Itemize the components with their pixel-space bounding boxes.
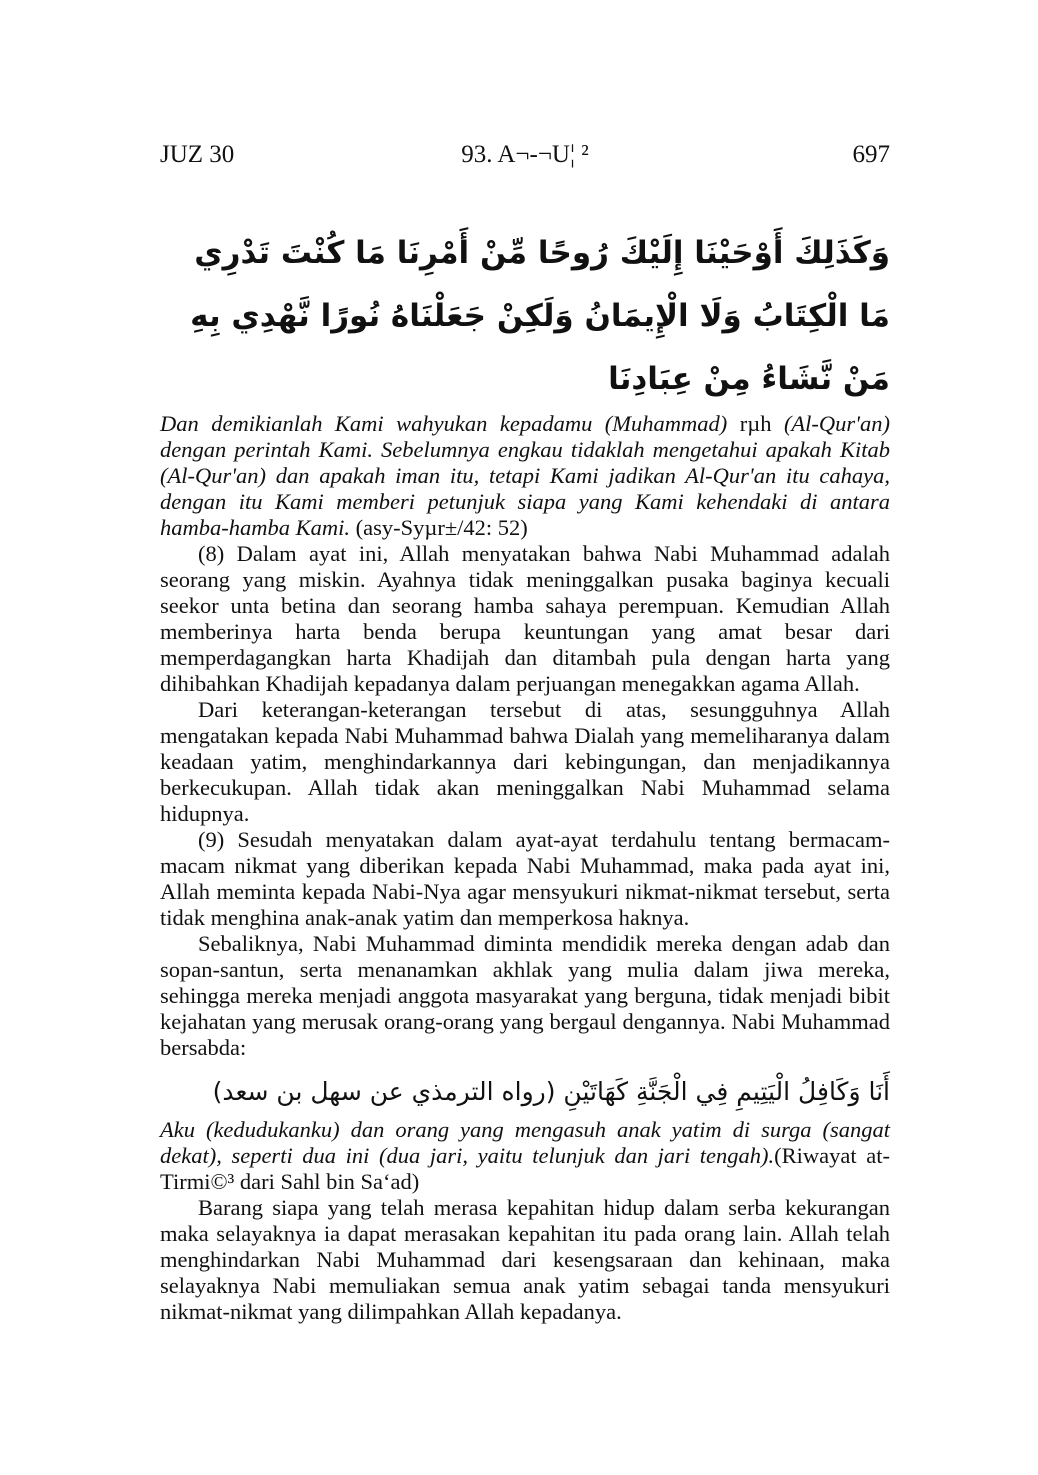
quran-verse-line-1: وَكَذَلِكَ أَوْحَيْنَا إِلَيْكَ رُوحًا مِّنْ أَمْرِنَا مَا كُنْتَ تَدْرِي مَا الْكِتَابُ وَلَا الْإِيمَانُ وَلَكِنْ bbox=[194, 235, 890, 334]
commentary-paragraph-9b: Sebaliknya, Nabi Muhammad diminta mendidik mereka dengan adab dan sopan-santun, serta menanamkan akhlak yang mulia dalam jiwa mereka, sehingga mereka menjadi anggota masyarakat yang berguna, tidak menjadi bibit kejahatan yang merusak orang-orang yang bergaul dengannya. Nabi Muhammad bersabda: bbox=[160, 931, 890, 1060]
verse-translation-italic-1: Dan demikianlah Kami wahyukan kepadamu (Muhammad) bbox=[160, 411, 740, 436]
surah-title: 93. A¬-¬U¦ ² bbox=[461, 141, 589, 168]
page-header bbox=[160, 140, 890, 170]
closing-paragraph: Barang siapa yang telah merasa kepahitan hidup dalam serba kekurangan maka selayaknya ia dapat merasakan kepahitan itu pada orang lain. Allah telah menghindarkan Nabi Muhammad dari kesengsaraan dan kehinaan, maka selayaknya Nabi memuliakan semua anak yatim sebagai tanda mensyukuri nikmat-nikmat yang dilimpahkan Allah kepadanya. bbox=[160, 1195, 890, 1324]
hadith-translation bbox=[160, 1117, 890, 1195]
verse-reference: (asy-Syµr±/42: 52) bbox=[355, 515, 528, 540]
verse-translation bbox=[160, 411, 890, 541]
verse-translation-transliteration: rµh bbox=[739, 411, 772, 436]
commentary-paragraph-8b: Dari keterangan-keterangan tersebut di atas, sesungguhnya Allah mengatakan kepada Nabi Muhammad bahwa Dialah yang memeliharanya dalam keadaan yatim, menghindarkannya dari kebingungan, dan menjadikannya berkecukupan. Allah tidak akan meninggalkan Nabi Muhammad selama hidupnya. bbox=[160, 697, 890, 826]
hadith-arabic: أَنَا وَكَافِلُ الْيَتِيمِ فِي الْجَنَّةِ كَهَاتَيْنِ (رواه الترمذي عن سهل بن سعد) bbox=[212, 1077, 890, 1106]
quran-verse-line-2: جَعَلْنَاهُ نُورًا نَّهْدِي بِهِ مَنْ نَّشَاءُ مِنْ عِبَادِنَا bbox=[190, 298, 890, 397]
page-number: 697 bbox=[852, 141, 890, 168]
quran-verse-arabic bbox=[160, 222, 890, 411]
verse-translation-italic-2: (Al-Qur'an) dengan perintah Kami. Sebelumnya engkau tidaklah mengetahui apakah Kitab (Al-Qur'an) dan apakah iman itu, tetapi Kami jadikan Al-Qur'an itu cahaya, dengan itu Kami memberi petunjuk siapa yang Kami kehendaki di antara hamba-hamba Kami. bbox=[160, 411, 890, 540]
hadith-source: (Riwayat at-Tirmi©³ dari Sahl bin Sa‘ad) bbox=[160, 1143, 890, 1194]
commentary-paragraph-9: (9) Sesudah menyatakan dalam ayat-ayat terdahulu tentang bermacam-macam nikmat yang diberikan kepada Nabi Muhammad, maka pada ayat ini, Allah meminta kepada Nabi-Nya agar mensyukuri nikmat-nikmat tersebut, serta tidak menghina anak-anak yatim dan memperkosa haknya. bbox=[160, 827, 890, 930]
hadith-translation-italic: Aku (kedudukanku) dan orang yang mengasuh anak yatim di surga (sangat dekat), seperti dua ini (dua jari, yaitu telunjuk dan jari tengah). bbox=[160, 1117, 890, 1168]
juz-label: JUZ 30 bbox=[160, 141, 235, 168]
commentary-paragraph-8: (8) Dalam ayat ini, Allah menyatakan bahwa Nabi Muhammad adalah seorang yang miskin. Ayahnya tidak meninggalkan pusaka baginya kecuali seekor unta betina dan seorang hamba sahaya perempuan. Kemudian Allah memberinya harta benda berupa keuntungan yang amat besar dari memperdagangkan harta Khadijah dan ditambah pula dengan harta yang dihibahkan Khadijah kepadanya dalam perjuangan menegakkan agama Allah. bbox=[160, 541, 890, 696]
